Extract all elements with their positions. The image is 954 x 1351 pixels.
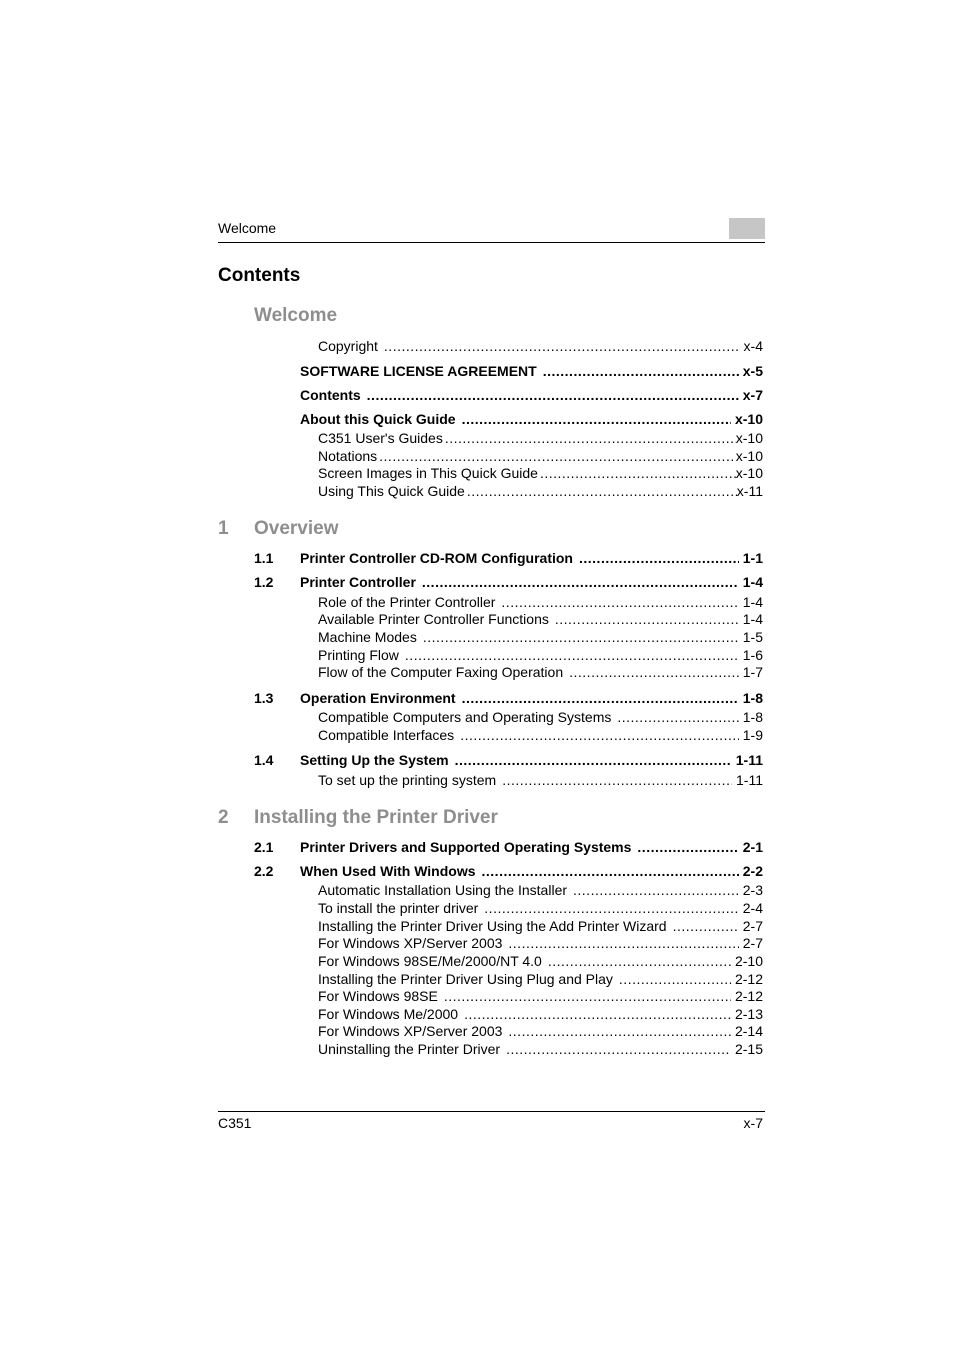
leader-dots xyxy=(673,917,739,935)
leader-dots xyxy=(467,482,737,500)
chapter-title: Installing the Printer Driver xyxy=(254,807,498,828)
leader-dots xyxy=(569,663,739,681)
leader-dots xyxy=(637,838,738,856)
toc-entry-title: Uninstalling the Printer Driver xyxy=(318,1041,501,1057)
toc-entry-copyright[interactable] xyxy=(318,337,763,355)
footer-model: C351 xyxy=(218,1115,252,1131)
toc-entry-page: 2-13 xyxy=(734,1006,763,1022)
toc-entry-machine-modes[interactable] xyxy=(318,628,763,646)
toc-entry-user-guides[interactable] xyxy=(318,429,763,447)
toc-entry-page: 2-3 xyxy=(742,882,763,898)
toc-entry-me-2000[interactable] xyxy=(318,1005,763,1023)
toc-entry-page: 1-4 xyxy=(742,611,763,627)
leader-dots xyxy=(444,987,731,1005)
toc-entry-setup-printing[interactable] xyxy=(318,771,763,789)
toc-entry-add-printer-wizard[interactable] xyxy=(318,917,763,935)
leader-dots xyxy=(460,726,739,744)
leader-dots xyxy=(384,337,740,355)
toc-entry-page: 2-2 xyxy=(742,863,763,879)
toc-entry-title: Contents xyxy=(300,387,361,403)
toc-entry-compatible-interfaces[interactable] xyxy=(318,726,763,744)
leader-dots xyxy=(501,593,738,611)
toc-entry-plug-and-play[interactable] xyxy=(318,970,763,988)
toc-entry-page: 2-10 xyxy=(734,953,763,969)
toc-entry-title: Role of the Printer Controller xyxy=(318,594,496,610)
toc-entry-install-driver[interactable] xyxy=(318,899,763,917)
toc-entry-number: 2.1 xyxy=(254,839,274,855)
toc-entry-title: About this Quick Guide xyxy=(300,411,456,427)
toc-entry-compatible-computers[interactable] xyxy=(318,708,763,726)
chapter-number: 1 xyxy=(218,518,229,539)
leader-dots xyxy=(445,429,736,447)
toc-entry-role[interactable] xyxy=(318,593,763,611)
toc-entry-title: To install the printer driver xyxy=(318,900,479,916)
leader-dots xyxy=(502,771,732,789)
toc-entry-uninstall[interactable] xyxy=(318,1040,763,1058)
leader-dots xyxy=(619,970,731,988)
toc-entry-98se-me-2000-nt[interactable] xyxy=(318,952,763,970)
leader-dots xyxy=(579,549,739,567)
toc-entry-faxing-flow[interactable] xyxy=(318,663,763,681)
toc-entry-title: Available Printer Controller Functions xyxy=(318,611,549,627)
toc-entry-page: x-10 xyxy=(735,430,763,446)
toc-entry-title: Setting Up the System xyxy=(300,752,449,768)
leader-dots xyxy=(484,899,738,917)
footer-rule xyxy=(218,1111,765,1112)
toc-entry-page: 2-4 xyxy=(742,900,763,916)
toc-entry-page: 2-12 xyxy=(734,988,763,1004)
toc-entry-1-4[interactable] xyxy=(254,751,763,769)
toc-entry-title: C351 User's Guides xyxy=(318,430,443,446)
toc-entry-title: For Windows Me/2000 xyxy=(318,1006,459,1022)
toc-entry-title: Using This Quick Guide xyxy=(318,483,465,499)
toc-entry-page: x-7 xyxy=(742,387,763,403)
leader-dots xyxy=(455,751,732,769)
toc-entry-title: SOFTWARE LICENSE AGREEMENT xyxy=(300,363,537,379)
leader-dots xyxy=(543,362,739,380)
leader-dots xyxy=(422,573,739,591)
chapter-title: Overview xyxy=(254,518,339,539)
toc-entry-notations[interactable] xyxy=(318,447,763,465)
toc-entry-title: Printer Drivers and Supported Operating Systems xyxy=(300,839,632,855)
toc-entry-page: x-11 xyxy=(736,483,763,499)
toc-entry-1-1[interactable] xyxy=(254,549,763,567)
toc-entry-page: 2-14 xyxy=(734,1023,763,1039)
toc-entry-title: For Windows XP/Server 2003 xyxy=(318,935,503,951)
toc-entry-page: 1-9 xyxy=(742,727,763,743)
leader-dots xyxy=(573,881,739,899)
header-section-label: Welcome xyxy=(218,220,277,236)
toc-entry-title: Compatible Computers and Operating Systems xyxy=(318,709,612,725)
toc-entry-title: When Used With Windows xyxy=(300,863,476,879)
toc-entry-2-2[interactable] xyxy=(254,862,763,880)
toc-entry-contents[interactable] xyxy=(300,386,763,404)
toc-entry-about-quick-guide[interactable] xyxy=(300,410,763,428)
toc-entry-title: Printer Controller xyxy=(300,574,416,590)
toc-entry-page: 1-4 xyxy=(742,594,763,610)
toc-entry-title: For Windows XP/Server 2003 xyxy=(318,1023,503,1039)
toc-entry-page: x-5 xyxy=(742,363,763,379)
toc-entry-printing-flow[interactable] xyxy=(318,646,763,664)
toc-entry-page: 2-12 xyxy=(734,971,763,987)
chapter-number: 2 xyxy=(218,807,229,828)
toc-entry-page: 1-1 xyxy=(742,550,763,566)
leader-dots xyxy=(548,952,731,970)
leader-dots xyxy=(423,628,739,646)
toc-entry-number: 1.1 xyxy=(254,550,274,566)
toc-entry-page: x-10 xyxy=(734,411,763,427)
leader-dots xyxy=(367,386,739,404)
toc-entry-page: x-10 xyxy=(735,465,763,481)
chapter-title: Welcome xyxy=(254,305,338,326)
toc-entry-1-2[interactable] xyxy=(254,573,763,591)
footer-page-number: x-7 xyxy=(743,1115,763,1131)
toc-entry-auto-install[interactable] xyxy=(318,881,763,899)
leader-dots xyxy=(555,610,739,628)
toc-entry-page: 1-4 xyxy=(742,574,763,590)
toc-entry-page: 1-11 xyxy=(736,772,763,788)
toc-entry-page: 1-7 xyxy=(742,664,763,680)
header-rule xyxy=(218,242,765,243)
leader-dots xyxy=(540,464,736,482)
toc-entry-2-1[interactable] xyxy=(254,838,763,856)
toc-entry-title: Operation Environment xyxy=(300,690,456,706)
toc-entry-screen-images[interactable] xyxy=(318,464,763,482)
toc-entry-using-guide[interactable] xyxy=(318,482,763,500)
toc-entry-title: Screen Images in This Quick Guide xyxy=(318,465,538,481)
toc-entry-page: 2-15 xyxy=(734,1041,763,1057)
leader-dots xyxy=(506,1040,731,1058)
toc-entry-available-functions[interactable] xyxy=(318,610,763,628)
toc-entry-title: Automatic Installation Using the Installer xyxy=(318,882,568,898)
toc-entry-page: 1-8 xyxy=(742,709,763,725)
toc-entry-number: 1.4 xyxy=(254,752,274,768)
toc-entry-title: Installing the Printer Driver Using the Add Printer Wizard xyxy=(318,918,667,934)
leader-dots xyxy=(508,934,738,952)
toc-entry-title: Compatible Interfaces xyxy=(318,727,455,743)
toc-entry-title: To set up the printing system xyxy=(318,772,497,788)
toc-entry-title: Printer Controller CD-ROM Configuration xyxy=(300,550,573,566)
toc-entry-xp-server-wizard[interactable] xyxy=(318,934,763,952)
toc-entry-page: x-4 xyxy=(743,338,763,354)
leader-dots xyxy=(379,447,736,465)
toc-entry-1-3[interactable] xyxy=(254,689,763,707)
leader-dots xyxy=(617,708,738,726)
leader-dots xyxy=(464,1005,731,1023)
toc-entry-page: 1-5 xyxy=(742,629,763,645)
toc-entry-title: For Windows 98SE/Me/2000/NT 4.0 xyxy=(318,953,542,969)
toc-entry-title: Machine Modes xyxy=(318,629,417,645)
toc-entry-page: 1-6 xyxy=(742,647,763,663)
header-tab-marker xyxy=(729,218,765,239)
toc-entry-98se[interactable] xyxy=(318,987,763,1005)
leader-dots xyxy=(405,646,739,664)
toc-entry-page: 2-7 xyxy=(742,918,763,934)
toc-entry-page: 1-8 xyxy=(742,690,763,706)
toc-entry-xp-server-pnp[interactable] xyxy=(318,1022,763,1040)
toc-entry-title: Copyright xyxy=(318,338,378,354)
toc-entry-title: Notations xyxy=(318,448,378,464)
page-title: Contents xyxy=(218,265,301,286)
leader-dots xyxy=(462,410,731,428)
toc-entry-title: Flow of the Computer Faxing Operation xyxy=(318,664,564,680)
toc-entry-title: For Windows 98SE xyxy=(318,988,438,1004)
toc-entry-page: 2-7 xyxy=(742,935,763,951)
toc-entry-page: 1-11 xyxy=(735,752,763,768)
toc-entry-title: Installing the Printer Driver Using Plug and Play xyxy=(318,971,613,987)
leader-dots xyxy=(508,1022,731,1040)
toc-entry-number: 1.2 xyxy=(254,574,274,590)
toc-entry-number: 2.2 xyxy=(254,863,274,879)
toc-entry-page: 2-1 xyxy=(742,839,763,855)
leader-dots xyxy=(482,862,739,880)
leader-dots xyxy=(462,689,739,707)
toc-entry-page: x-10 xyxy=(735,448,763,464)
toc-entry-title: Printing Flow xyxy=(318,647,399,663)
toc-entry-software-license[interactable] xyxy=(300,362,763,380)
toc-entry-number: 1.3 xyxy=(254,690,274,706)
